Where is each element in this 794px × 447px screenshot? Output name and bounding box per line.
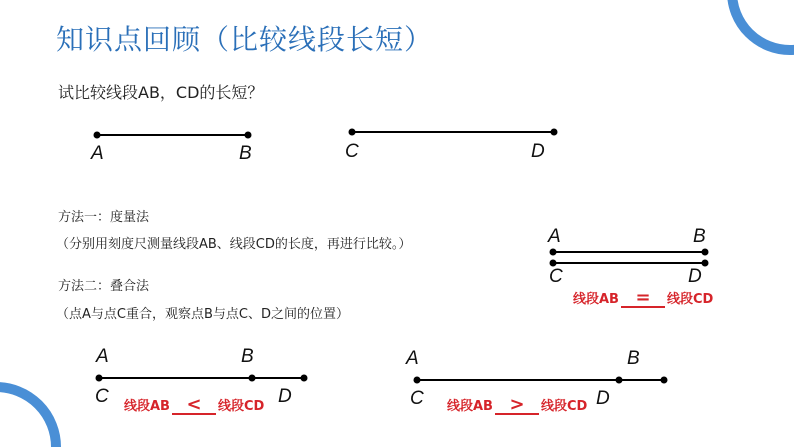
method2-heading: 方法二：叠合法 <box>58 279 150 294</box>
comparison-left: 线段AB <box>124 399 170 414</box>
label-d-top: D <box>531 141 545 162</box>
label-b-equal: B <box>693 226 706 247</box>
label-a-equal: A <box>548 226 561 247</box>
comparison-left: 线段AB <box>447 399 493 414</box>
label-c-top: C <box>345 141 359 162</box>
decorative-ring-top-right <box>732 0 794 50</box>
page-title: 知识点回顾（比较线段长短） <box>56 23 434 56</box>
method1-description: （分别用刻度尺测量线段AB、线段CD的长度，再进行比较。） <box>56 237 412 252</box>
label-a-greater: A <box>406 348 419 369</box>
label-c-greater: C <box>410 388 424 409</box>
label-c-less: C <box>95 386 109 407</box>
method2-description: （点A与点C重合，观察点B与点C、D之间的位置） <box>56 307 349 322</box>
comparison-symbol-greater: > <box>495 397 539 415</box>
method1-heading: 方法一：度量法 <box>58 210 150 225</box>
label-b-less: B <box>241 346 254 367</box>
comparison-right: 线段CD <box>217 399 265 414</box>
comparison-equal <box>573 288 713 308</box>
label-a-less: A <box>96 346 109 367</box>
comparison-left: 线段AB <box>573 292 619 307</box>
segment-pair-less <box>96 375 308 382</box>
label-b-greater: B <box>627 348 640 369</box>
label-b-top: B <box>239 143 252 164</box>
comparison-less <box>124 395 264 415</box>
comparison-greater <box>447 395 587 415</box>
segment-pair-greater <box>414 377 668 384</box>
segment-ab-top <box>94 132 252 139</box>
segment-pair-equal <box>550 249 709 267</box>
label-d-equal: D <box>688 266 702 287</box>
label-c-equal: C <box>549 266 563 287</box>
comparison-right: 线段CD <box>666 292 714 307</box>
segment-cd-top <box>349 129 558 136</box>
decorative-ring-bottom-left <box>0 387 56 447</box>
comparison-symbol-less: < <box>172 397 216 415</box>
label-d-less: D <box>278 386 292 407</box>
comparison-right: 线段CD <box>540 399 588 414</box>
question-text: 试比较线段AB，CD的长短？ <box>58 83 264 102</box>
label-a-top: A <box>91 143 104 164</box>
comparison-symbol-equal: = <box>621 290 665 308</box>
label-d-greater: D <box>596 388 610 409</box>
